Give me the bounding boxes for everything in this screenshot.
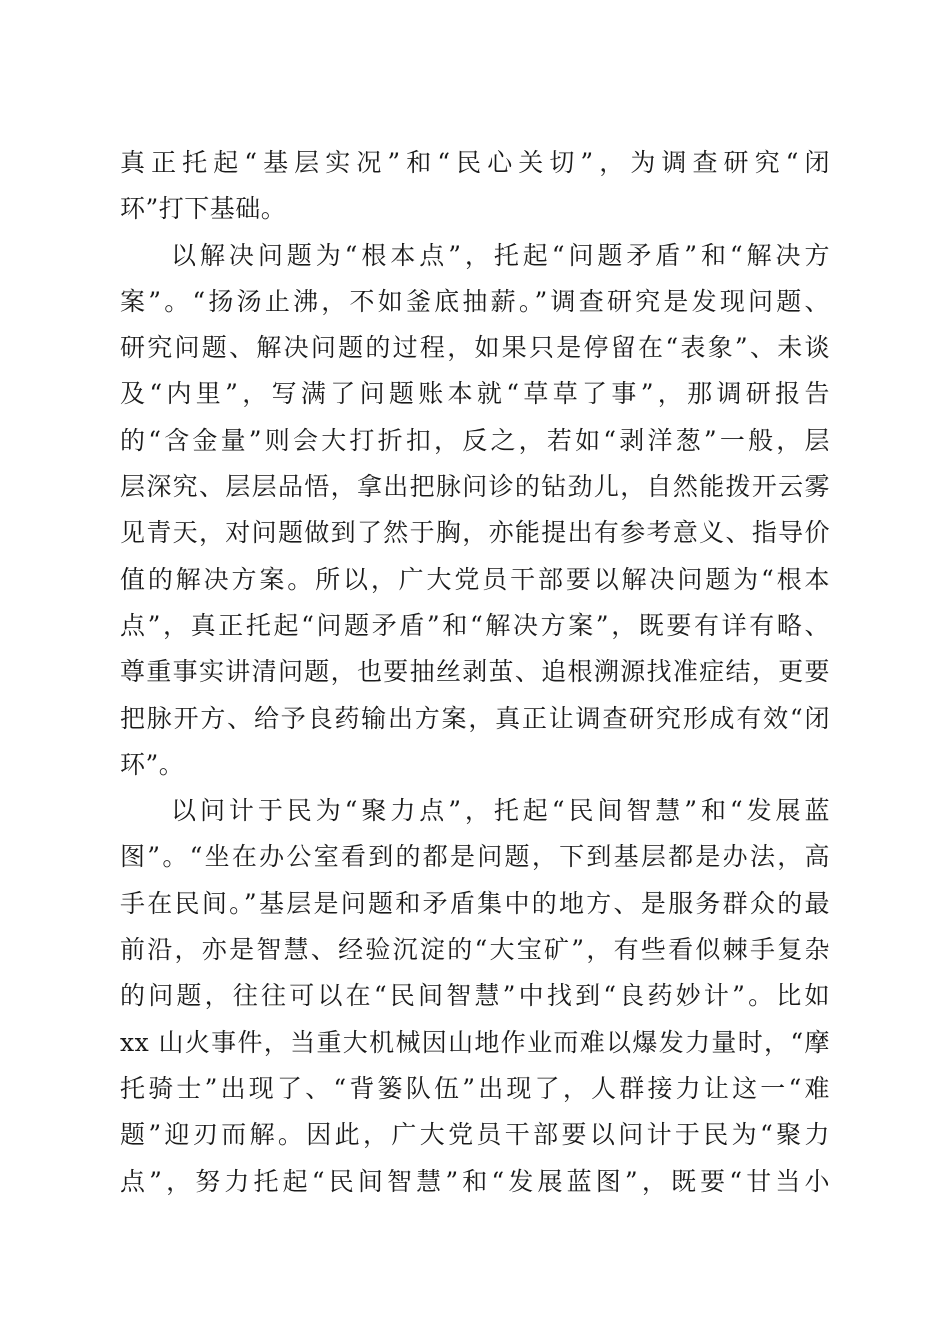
paragraph-1-line-2: 环”打下基础。 [120, 194, 287, 224]
paragraph-2-line-11: 把脉开方、给予良药输出方案，真正让调查研究形成有效“闭 [120, 703, 830, 733]
document-body [120, 140, 830, 1205]
paragraph-3-line-9: 点”，努力托起“民间智慧”和“发展蓝图”，既要“甘当小 [120, 1166, 830, 1196]
paragraph-3-line-4: 前沿，亦是智慧、经验沉淀的“大宝矿”，有些看似棘手复杂 [120, 935, 830, 965]
paragraph-3-line-5: 的问题，往往可以在“民间智慧”中找到“良药妙计”。比如 [120, 981, 830, 1011]
paragraph-2-line-2: 案”。“扬汤止沸，不如釜底抽薪。”调查研究是发现问题、 [120, 286, 830, 316]
paragraph-3-line-1: 以问计于民为“聚力点”，托起“民间智慧”和“发展蓝 [171, 796, 830, 826]
paragraph-3-line-7: 托骑士”出现了、“背篓队伍”出现了，人群接力让这一“难 [120, 1073, 830, 1103]
paragraph-2-line-12: 环”。 [120, 749, 185, 779]
paragraph-2-line-3: 研究问题、解决问题的过程，如果只是停留在“表象”、未谈 [120, 333, 830, 363]
paragraph-2-line-8: 值的解决方案。所以，广大党员干部要以解决问题为“根本 [120, 564, 830, 594]
paragraph-2-line-9: 点”，真正托起“问题矛盾”和“解决方案”，既要有详有略、 [120, 610, 830, 640]
paragraph-3-line-3: 手在民间。”基层是问题和矛盾集中的地方、是服务群众的最 [120, 888, 830, 918]
paragraph-1-line-1: 真正托起“基层实况”和“民心关切”，为调查研究“闭 [120, 148, 830, 177]
paragraph-3-line-6: xx 山火事件，当重大机械因山地作业而难以爆发力量时，“摩 [120, 1027, 830, 1057]
paragraph-2-line-6: 层深究、层层品悟，拿出把脉问诊的钻劲儿，自然能拨开云雾 [120, 472, 830, 502]
paragraph-2-line-5: 的“含金量”则会大打折扣，反之，若如“剥洋葱”一般，层 [120, 425, 830, 455]
paragraph-2-line-7: 见青天，对问题做到了然于胸，亦能提出有参考意义、指导价 [120, 518, 830, 548]
paragraph-3-line-2: 图”。“坐在办公室看到的都是问题，下到基层都是办法，高 [120, 842, 830, 872]
paragraph-2-line-4: 及“内里”，写满了问题账本就“草草了事”，那调研报告 [120, 379, 830, 409]
paragraph-2-line-1: 以解决问题为“根本点”，托起“问题矛盾”和“解决方 [171, 240, 830, 270]
paragraph-3-line-8: 题”迎刃而解。因此，广大党员干部要以问计于民为“聚力 [120, 1120, 830, 1150]
paragraph-2-line-10: 尊重事实讲清问题，也要抽丝剥茧、追根溯源找准症结，更要 [120, 657, 830, 687]
